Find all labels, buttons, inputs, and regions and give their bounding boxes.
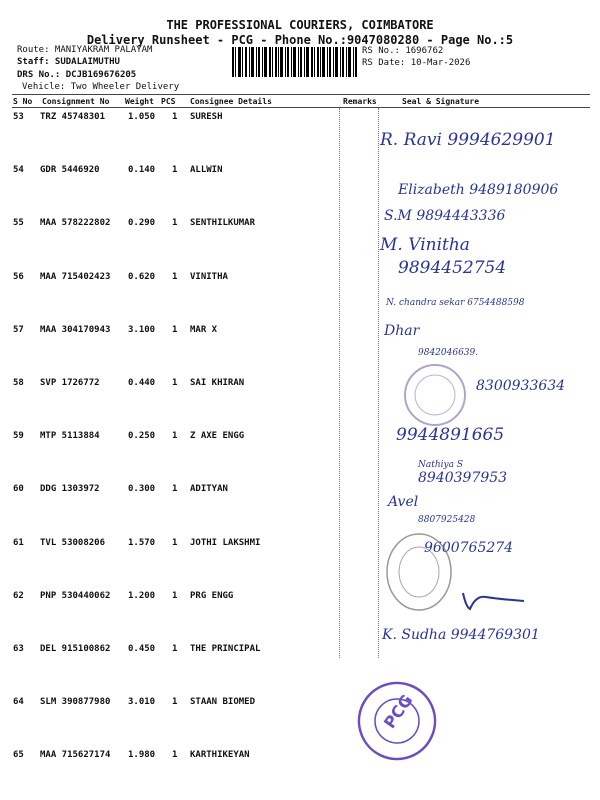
row-consignment: MAA 304170943 (40, 324, 111, 335)
col-pcs: PCS (161, 97, 176, 106)
row-sno: 58 (13, 378, 24, 388)
pcg-seal-text: PCG (380, 691, 417, 732)
row-consignee: STAAN BIOMED (190, 697, 256, 708)
row-consignment: TVL 53008206 (40, 537, 106, 548)
row-consignee: KARTHIKEYAN (190, 750, 250, 761)
row-pcs: 1 (172, 750, 178, 761)
table-row (0, 746, 600, 799)
row-sno: 64 (13, 697, 24, 708)
rs-date: RS Date: 10-Mar-2026 (362, 58, 471, 68)
row-pcs: 1 (172, 324, 178, 335)
row-sno: 56 (13, 271, 24, 282)
row-consignment: MAA 715627174 (40, 750, 111, 761)
row-consignee: SURESH (190, 112, 223, 122)
row-sno: 60 (13, 484, 24, 495)
row-consignment: DEL 915100862 (40, 644, 111, 654)
signature-56-name: M. Vinitha (380, 235, 470, 255)
row-weight: 0.290 (128, 218, 156, 229)
row-consignee: SENTHILKUMAR (190, 218, 256, 229)
row-consignee: JOTHI LAKSHMI (190, 537, 261, 548)
row-pcs: 1 (172, 590, 178, 601)
row-pcs: 1 (172, 484, 178, 495)
staff-label: Staff: SUDALAIMUTHU (17, 57, 120, 67)
row-consignment: MAA 578222802 (40, 218, 111, 229)
signature-62-name: Avel (388, 494, 419, 510)
row-weight: 0.450 (128, 644, 156, 654)
row-weight: 0.140 (128, 165, 156, 176)
signature-63: 9600765274 (424, 540, 514, 556)
row-consignee: SAI KHIRAN (190, 378, 245, 388)
drs-label: DRS No.: DCJB169676205 (17, 70, 137, 80)
runsheet-subtitle: Delivery Runsheet - PCG - Phone No.:9047080280 - Page No.:5 (86, 33, 514, 47)
row-consignee: PRG ENGG (190, 590, 234, 601)
row-consignment: MTP 5113884 (40, 431, 100, 442)
row-consignment: DDG 1303972 (40, 484, 100, 495)
row-weight: 3.100 (128, 324, 156, 335)
signature-56-phone: 9894452754 (398, 258, 507, 278)
row-sno: 54 (13, 165, 24, 176)
row-sno: 59 (13, 431, 24, 442)
table-row (0, 268, 600, 321)
row-sno: 53 (13, 112, 24, 122)
col-consignment: Consignment No (42, 97, 110, 106)
table-row (0, 693, 600, 746)
signature-55: S.M 9894443336 (384, 208, 506, 224)
row-weight: 0.620 (128, 271, 156, 282)
row-consignment: SVP 1726772 (40, 378, 100, 388)
row-weight: 0.440 (128, 378, 156, 388)
table-row (0, 480, 600, 533)
round-seal-63 (382, 530, 457, 615)
row-weight: 0.250 (128, 431, 156, 442)
row-weight: 1.200 (128, 590, 156, 601)
col-weight: Weight (125, 97, 154, 106)
row-sno: 55 (13, 218, 24, 229)
row-sno: 63 (13, 644, 24, 654)
row-consignment: MAA 715402423 (40, 271, 111, 282)
row-pcs: 1 (172, 271, 178, 282)
row-consignment: GDR 5446920 (40, 165, 100, 176)
col-consignee: Consignee Details (190, 97, 272, 106)
row-consignment: SLM 390877980 (40, 697, 111, 708)
signature-62-phone: 8807925428 (418, 515, 476, 525)
signature-57: N. chandra sekar 6754488598 (386, 298, 525, 308)
signature-61-phone: 8940397953 (418, 470, 508, 486)
signature-53: R. Ravi 9994629901 (380, 130, 556, 150)
signature-65: K. Sudha 9944769301 (382, 627, 540, 643)
row-consignee: THE PRINCIPAL (190, 644, 261, 654)
row-sno: 62 (13, 590, 24, 601)
barcode (232, 47, 357, 77)
row-consignee: ALLWIN (190, 165, 223, 176)
vehicle-label: Vehicle: Two Wheeler Delivery (22, 82, 180, 92)
signature-64-scribble (458, 585, 528, 615)
header-top-rule (12, 94, 590, 95)
row-sno: 65 (13, 750, 24, 761)
col-sno: S No (13, 97, 33, 106)
table-row (0, 321, 600, 374)
row-consignee: ADITYAN (190, 484, 228, 495)
row-weight: 1.980 (128, 750, 156, 761)
row-pcs: 1 (172, 218, 178, 229)
row-pcs: 1 (172, 378, 178, 388)
row-weight: 0.300 (128, 484, 156, 495)
row-weight: 1.570 (128, 537, 156, 548)
row-pcs: 1 (172, 431, 178, 442)
row-consignee: VINITHA (190, 271, 228, 282)
row-pcs: 1 (172, 165, 178, 176)
signature-61-name: Nathiya S (418, 460, 464, 470)
signature-60: 9944891665 (396, 425, 505, 445)
signature-59-a: 9842046639. (418, 348, 479, 358)
row-pcs: 1 (172, 112, 178, 122)
table-row (0, 427, 600, 480)
row-consignee: Z AXE ENGG (190, 431, 245, 442)
col-seal-signature: Seal & Signature (402, 97, 480, 106)
table-row (0, 214, 600, 267)
row-weight: 3.010 (128, 697, 156, 708)
signature-54: Elizabeth 9489180906 (398, 182, 559, 198)
row-weight: 1.050 (128, 112, 156, 122)
table-row (0, 640, 600, 693)
rs-number: RS No.: 1696762 (362, 46, 444, 56)
signature-58: Dhar (384, 323, 420, 339)
row-consignee: MAR X (190, 324, 218, 335)
row-consignment: PNP 530440062 (40, 590, 111, 601)
row-pcs: 1 (172, 644, 178, 654)
signature-59-b: 8300933634 (476, 378, 566, 394)
route-label: Route: MANIYAKRAM PALAYAM (17, 45, 153, 55)
row-pcs: 1 (172, 537, 178, 548)
company-title: THE PROFESSIONAL COURIERS, COIMBATORE (166, 18, 434, 32)
row-sno: 61 (13, 537, 24, 548)
row-pcs: 1 (172, 697, 178, 708)
round-seal-59 (400, 360, 470, 430)
col-remarks: Remarks (343, 97, 377, 106)
row-sno: 57 (13, 324, 24, 335)
row-consignment: TRZ 45748301 (40, 112, 106, 122)
